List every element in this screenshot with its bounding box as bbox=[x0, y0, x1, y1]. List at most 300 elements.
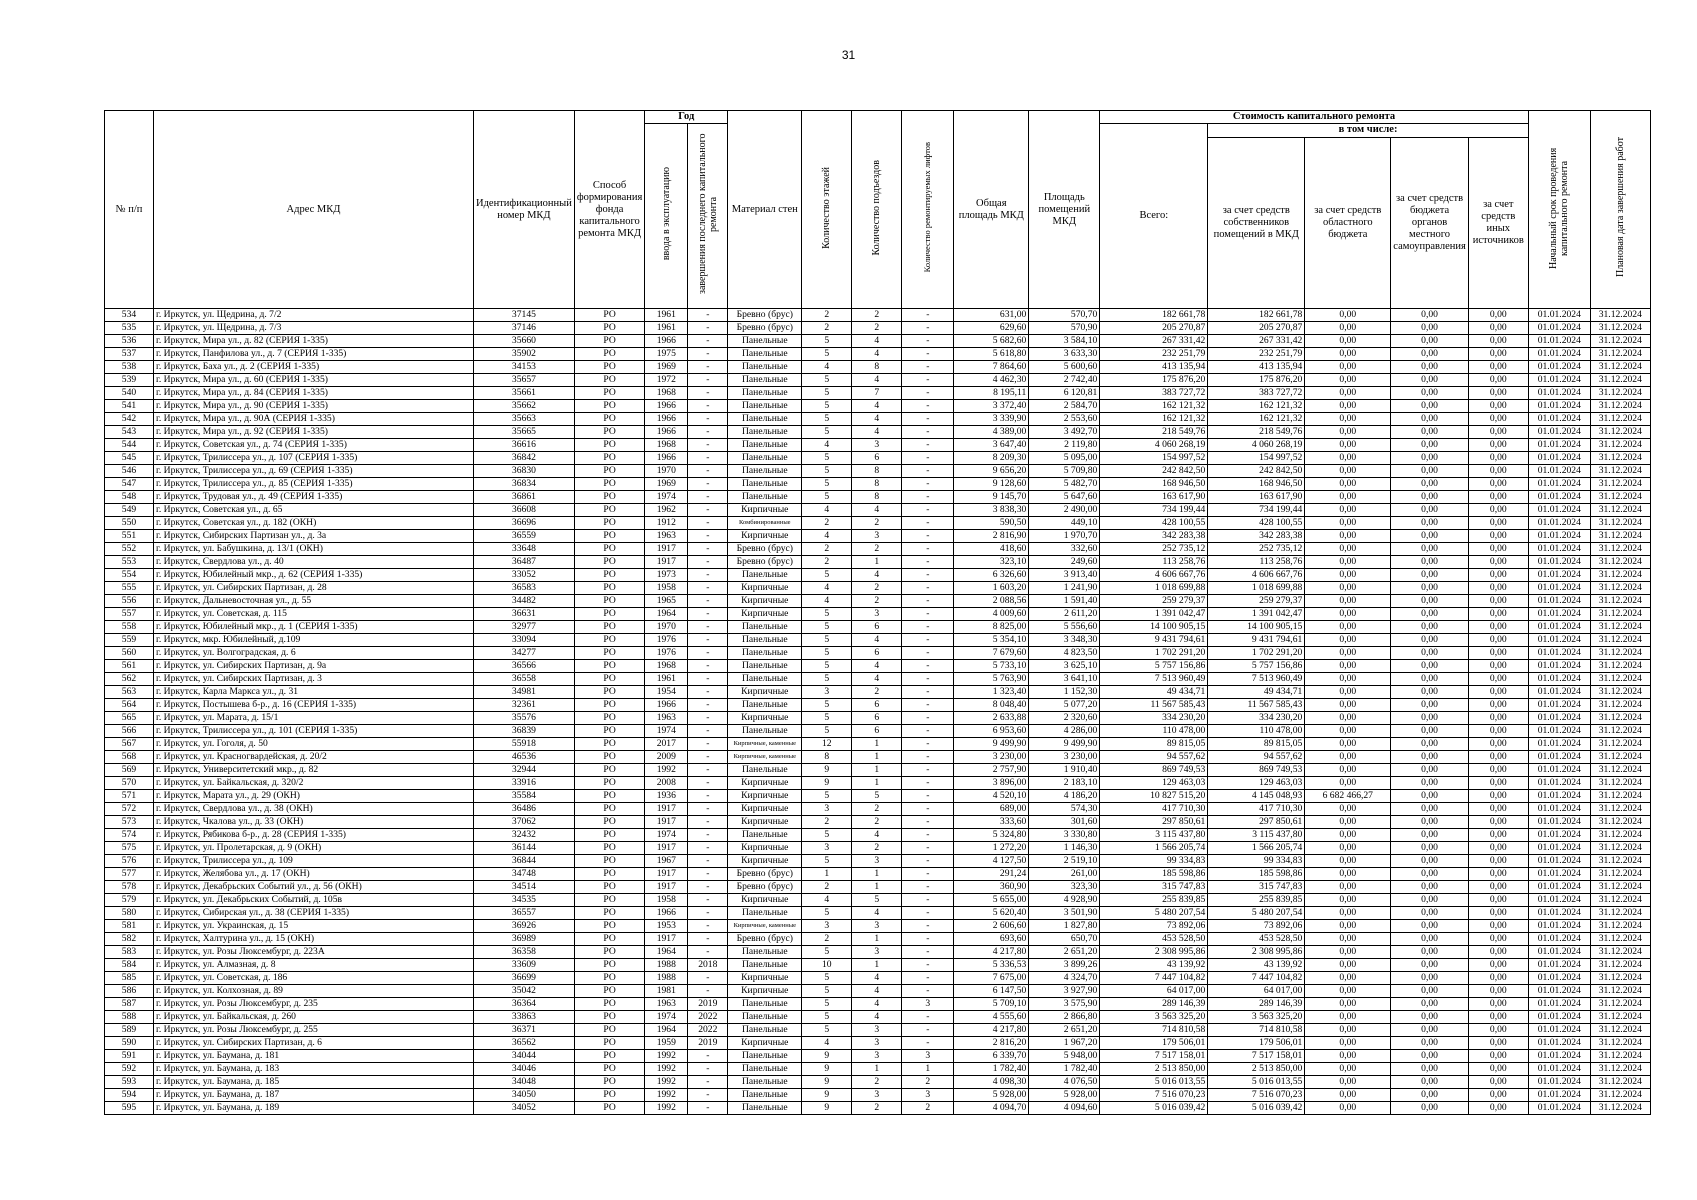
cell-fund-method: РО bbox=[574, 790, 644, 803]
cell-cost-other: 0,00 bbox=[1468, 504, 1528, 517]
cell-entrances: 4 bbox=[852, 972, 902, 985]
cell-entrances: 6 bbox=[852, 725, 902, 738]
cell-cost-local: 0,00 bbox=[1391, 517, 1469, 530]
cell-cost-owners: 129 463,03 bbox=[1208, 777, 1305, 790]
cell-fund-method: РО bbox=[574, 998, 644, 1011]
cell-premises-area: 1 910,40 bbox=[1029, 764, 1100, 777]
cell-end-date: 31.12.2024 bbox=[1590, 582, 1650, 595]
cell-start-date: 01.01.2024 bbox=[1528, 335, 1590, 348]
cell-lifts: 2 bbox=[902, 1102, 954, 1115]
cell-floors: 12 bbox=[802, 738, 852, 751]
cell-entrances: 5 bbox=[852, 790, 902, 803]
cell-end-date: 31.12.2024 bbox=[1590, 712, 1650, 725]
cell-year-commission: 1917 bbox=[645, 543, 688, 556]
cell-cost-total: 4 060 268,19 bbox=[1100, 439, 1208, 452]
cell-cost-local: 0,00 bbox=[1391, 1063, 1469, 1076]
cell-address: г. Иркутск, Трилиссера ул., д. 101 (СЕРИЯ 1-335) bbox=[154, 725, 474, 738]
cell-year-last-repair: - bbox=[688, 582, 728, 595]
table-row bbox=[105, 946, 1651, 959]
cell-entrances: 8 bbox=[852, 465, 902, 478]
cell-end-date: 31.12.2024 bbox=[1590, 673, 1650, 686]
header-premises-area: Площадь помещений МКД bbox=[1029, 111, 1100, 309]
cell-end-date: 31.12.2024 bbox=[1590, 725, 1650, 738]
cell-lifts: - bbox=[902, 621, 954, 634]
cell-address: г. Иркутск, ул. Баумана, д. 187 bbox=[154, 1089, 474, 1102]
cell-cost-owners: 7 447 104,82 bbox=[1208, 972, 1305, 985]
cell-end-date: 31.12.2024 bbox=[1590, 491, 1650, 504]
cell-end-date: 31.12.2024 bbox=[1590, 439, 1650, 452]
cell-year-commission: 1992 bbox=[645, 1076, 688, 1089]
cell-year-commission: 1975 bbox=[645, 348, 688, 361]
cell-fund-method: РО bbox=[574, 569, 644, 582]
cell-fund-method: РО bbox=[574, 803, 644, 816]
cell-wall-material: Кирпичные bbox=[728, 686, 802, 699]
cell-wall-material: Бревно (брус) bbox=[728, 543, 802, 556]
cell-cost-total: 89 815,05 bbox=[1100, 738, 1208, 751]
cell-lifts: - bbox=[902, 322, 954, 335]
cell-lifts: - bbox=[902, 608, 954, 621]
cell-cost-other: 0,00 bbox=[1468, 556, 1528, 569]
cell-wall-material: Панельные bbox=[728, 647, 802, 660]
cell-mkd-id: 34052 bbox=[474, 1102, 575, 1115]
cell-cost-owners: 4 606 667,76 bbox=[1208, 569, 1305, 582]
cell-cost-regional: 0,00 bbox=[1305, 842, 1391, 855]
cell-year-commission: 1967 bbox=[645, 855, 688, 868]
cell-fund-method: РО bbox=[574, 361, 644, 374]
cell-wall-material: Панельные bbox=[728, 439, 802, 452]
cell-start-date: 01.01.2024 bbox=[1528, 933, 1590, 946]
cell-year-commission: 1958 bbox=[645, 894, 688, 907]
cell-year-commission: 1970 bbox=[645, 621, 688, 634]
cell-cost-owners: 205 270,87 bbox=[1208, 322, 1305, 335]
cell-floors: 5 bbox=[802, 725, 852, 738]
cell-cost-regional: 0,00 bbox=[1305, 829, 1391, 842]
cell-floors: 5 bbox=[802, 946, 852, 959]
cell-premises-area: 3 625,10 bbox=[1029, 660, 1100, 673]
cell-wall-material: Панельные bbox=[728, 621, 802, 634]
cell-entrances: 2 bbox=[852, 686, 902, 699]
cell-cost-other: 0,00 bbox=[1468, 517, 1528, 530]
cell-year-commission: 1965 bbox=[645, 595, 688, 608]
cell-year-last-repair: 2018 bbox=[688, 959, 728, 972]
table-header bbox=[105, 111, 1651, 309]
cell-mkd-id: 35042 bbox=[474, 985, 575, 998]
cell-fund-method: РО bbox=[574, 439, 644, 452]
cell-cost-owners: 113 258,76 bbox=[1208, 556, 1305, 569]
cell-address: г. Иркутск, ул. Красногвардейская, д. 20/2 bbox=[154, 751, 474, 764]
cell-cost-regional: 0,00 bbox=[1305, 985, 1391, 998]
cell-entrances: 3 bbox=[852, 1050, 902, 1063]
cell-row-num: 590 bbox=[105, 1037, 154, 1050]
table-row bbox=[105, 1063, 1651, 1076]
cell-total-area: 5 733,10 bbox=[954, 660, 1029, 673]
cell-start-date: 01.01.2024 bbox=[1528, 1011, 1590, 1024]
table-row bbox=[105, 426, 1651, 439]
cell-end-date: 31.12.2024 bbox=[1590, 322, 1650, 335]
cell-premises-area: 332,60 bbox=[1029, 543, 1100, 556]
table-row bbox=[105, 335, 1651, 348]
cell-row-num: 570 bbox=[105, 777, 154, 790]
cell-total-area: 2 088,56 bbox=[954, 595, 1029, 608]
cell-lifts: - bbox=[902, 504, 954, 517]
cell-cost-local: 0,00 bbox=[1391, 465, 1469, 478]
cell-start-date: 01.01.2024 bbox=[1528, 322, 1590, 335]
cell-row-num: 553 bbox=[105, 556, 154, 569]
cell-premises-area: 3 230,00 bbox=[1029, 751, 1100, 764]
cell-cost-owners: 110 478,00 bbox=[1208, 725, 1305, 738]
cell-start-date: 01.01.2024 bbox=[1528, 699, 1590, 712]
cell-end-date: 31.12.2024 bbox=[1590, 959, 1650, 972]
cell-cost-local: 0,00 bbox=[1391, 959, 1469, 972]
cell-floors: 4 bbox=[802, 361, 852, 374]
cell-wall-material: Панельные bbox=[728, 569, 802, 582]
cell-wall-material: Панельные bbox=[728, 465, 802, 478]
cell-premises-area: 5 482,70 bbox=[1029, 478, 1100, 491]
cell-cost-regional: 0,00 bbox=[1305, 309, 1391, 322]
cell-end-date: 31.12.2024 bbox=[1590, 387, 1650, 400]
cell-cost-regional: 0,00 bbox=[1305, 712, 1391, 725]
cell-premises-area: 5 077,20 bbox=[1029, 699, 1100, 712]
cell-year-last-repair: 2022 bbox=[688, 1024, 728, 1037]
cell-address: г. Иркутск, Постышева б-р., д. 16 (СЕРИЯ 1-335) bbox=[154, 699, 474, 712]
cell-year-commission: 1973 bbox=[645, 569, 688, 582]
cell-entrances: 3 bbox=[852, 530, 902, 543]
cell-year-last-repair: - bbox=[688, 569, 728, 582]
cell-cost-other: 0,00 bbox=[1468, 673, 1528, 686]
cell-floors: 2 bbox=[802, 309, 852, 322]
cell-cost-owners: 7 516 070,23 bbox=[1208, 1089, 1305, 1102]
cell-year-commission: 1963 bbox=[645, 530, 688, 543]
cell-year-last-repair: 2019 bbox=[688, 998, 728, 1011]
cell-entrances: 3 bbox=[852, 1089, 902, 1102]
cell-year-last-repair: 2022 bbox=[688, 1011, 728, 1024]
cell-cost-owners: 259 279,37 bbox=[1208, 595, 1305, 608]
cell-wall-material: Кирпичные bbox=[728, 530, 802, 543]
cell-total-area: 631,00 bbox=[954, 309, 1029, 322]
cell-cost-regional: 0,00 bbox=[1305, 699, 1391, 712]
cell-year-commission: 1992 bbox=[645, 1063, 688, 1076]
cell-cost-total: 129 463,03 bbox=[1100, 777, 1208, 790]
cell-cost-other: 0,00 bbox=[1468, 621, 1528, 634]
cell-address: г. Иркутск, ул. Баумана, д. 183 bbox=[154, 1063, 474, 1076]
table-row bbox=[105, 998, 1651, 1011]
cell-end-date: 31.12.2024 bbox=[1590, 478, 1650, 491]
cell-cost-total: 14 100 905,15 bbox=[1100, 621, 1208, 634]
cell-cost-total: 297 850,61 bbox=[1100, 816, 1208, 829]
cell-fund-method: РО bbox=[574, 543, 644, 556]
cell-year-commission: 1981 bbox=[645, 985, 688, 998]
cell-address: г. Иркутск, ул. Колхозная, д. 89 bbox=[154, 985, 474, 998]
cell-row-num: 547 bbox=[105, 478, 154, 491]
cell-total-area: 4 555,60 bbox=[954, 1011, 1029, 1024]
cell-floors: 2 bbox=[802, 322, 852, 335]
cell-wall-material: Кирпичные bbox=[728, 803, 802, 816]
cell-total-area: 1 323,40 bbox=[954, 686, 1029, 699]
cell-cost-regional: 0,00 bbox=[1305, 855, 1391, 868]
cell-mkd-id: 36608 bbox=[474, 504, 575, 517]
cell-start-date: 01.01.2024 bbox=[1528, 660, 1590, 673]
cell-address: г. Иркутск, Мира ул., д. 92 (СЕРИЯ 1-335) bbox=[154, 426, 474, 439]
cell-wall-material: Панельные bbox=[728, 426, 802, 439]
cell-premises-area: 2 651,20 bbox=[1029, 946, 1100, 959]
cell-cost-total: 43 139,92 bbox=[1100, 959, 1208, 972]
cell-fund-method: РО bbox=[574, 465, 644, 478]
cell-fund-method: РО bbox=[574, 608, 644, 621]
cell-lifts: - bbox=[902, 907, 954, 920]
cell-total-area: 1 272,20 bbox=[954, 842, 1029, 855]
cell-year-commission: 1988 bbox=[645, 959, 688, 972]
cell-row-num: 579 bbox=[105, 894, 154, 907]
cell-total-area: 5 655,00 bbox=[954, 894, 1029, 907]
cell-premises-area: 2 490,00 bbox=[1029, 504, 1100, 517]
table-row bbox=[105, 712, 1651, 725]
cell-row-num: 569 bbox=[105, 764, 154, 777]
cell-entrances: 4 bbox=[852, 907, 902, 920]
cell-wall-material: Панельные bbox=[728, 725, 802, 738]
cell-address: г. Иркутск, ул. Байкальская, д. 320/2 bbox=[154, 777, 474, 790]
cell-fund-method: РО bbox=[574, 738, 644, 751]
cell-year-commission: 1953 bbox=[645, 920, 688, 933]
cell-wall-material: Панельные bbox=[728, 387, 802, 400]
cell-entrances: 2 bbox=[852, 582, 902, 595]
table-row bbox=[105, 621, 1651, 634]
cell-cost-owners: 9 431 794,61 bbox=[1208, 634, 1305, 647]
cell-cost-total: 734 199,44 bbox=[1100, 504, 1208, 517]
cell-cost-owners: 5 016 013,55 bbox=[1208, 1076, 1305, 1089]
cell-end-date: 31.12.2024 bbox=[1590, 946, 1650, 959]
table-row bbox=[105, 1089, 1651, 1102]
cell-cost-other: 0,00 bbox=[1468, 478, 1528, 491]
cell-start-date: 01.01.2024 bbox=[1528, 972, 1590, 985]
cell-entrances: 1 bbox=[852, 738, 902, 751]
cell-row-num: 567 bbox=[105, 738, 154, 751]
cell-year-last-repair: - bbox=[688, 842, 728, 855]
cell-cost-total: 163 617,90 bbox=[1100, 491, 1208, 504]
cell-address: г. Иркутск, Дальневосточная ул., д. 55 bbox=[154, 595, 474, 608]
cell-start-date: 01.01.2024 bbox=[1528, 348, 1590, 361]
cell-total-area: 8 825,00 bbox=[954, 621, 1029, 634]
cell-premises-area: 574,30 bbox=[1029, 803, 1100, 816]
cell-cost-regional: 0,00 bbox=[1305, 1024, 1391, 1037]
cell-address: г. Иркутск, ул. Щедрина, д. 7/2 bbox=[154, 309, 474, 322]
cell-cost-local: 0,00 bbox=[1391, 608, 1469, 621]
cell-premises-area: 1 782,40 bbox=[1029, 1063, 1100, 1076]
cell-fund-method: РО bbox=[574, 621, 644, 634]
cell-mkd-id: 36631 bbox=[474, 608, 575, 621]
cell-entrances: 4 bbox=[852, 634, 902, 647]
cell-wall-material: Панельные bbox=[728, 998, 802, 1011]
cell-year-last-repair: - bbox=[688, 894, 728, 907]
cell-row-num: 588 bbox=[105, 1011, 154, 1024]
cell-fund-method: РО bbox=[574, 582, 644, 595]
cell-entrances: 4 bbox=[852, 504, 902, 517]
cell-floors: 5 bbox=[802, 621, 852, 634]
cell-floors: 3 bbox=[802, 920, 852, 933]
cell-lifts: - bbox=[902, 1024, 954, 1037]
cell-row-num: 589 bbox=[105, 1024, 154, 1037]
cell-end-date: 31.12.2024 bbox=[1590, 569, 1650, 582]
cell-year-last-repair: - bbox=[688, 1076, 728, 1089]
cell-cost-local: 0,00 bbox=[1391, 322, 1469, 335]
cell-address: г. Иркутск, Мира ул., д. 90А (СЕРИЯ 1-335) bbox=[154, 413, 474, 426]
cell-mkd-id: 36583 bbox=[474, 582, 575, 595]
cell-end-date: 31.12.2024 bbox=[1590, 361, 1650, 374]
cell-row-num: 573 bbox=[105, 816, 154, 829]
cell-wall-material: Комбинированные bbox=[728, 517, 802, 530]
cell-cost-other: 0,00 bbox=[1468, 1050, 1528, 1063]
cell-wall-material: Панельные bbox=[728, 348, 802, 361]
cell-end-date: 31.12.2024 bbox=[1590, 660, 1650, 673]
cell-premises-area: 570,70 bbox=[1029, 309, 1100, 322]
cell-start-date: 01.01.2024 bbox=[1528, 790, 1590, 803]
cell-cost-other: 0,00 bbox=[1468, 894, 1528, 907]
cell-address: г. Иркутск, Мира ул., д. 90 (СЕРИЯ 1-335) bbox=[154, 400, 474, 413]
header-address: Адрес МКД bbox=[154, 111, 474, 309]
cell-row-num: 558 bbox=[105, 621, 154, 634]
cell-cost-total: 417 710,30 bbox=[1100, 803, 1208, 816]
cell-entrances: 4 bbox=[852, 660, 902, 673]
cell-cost-total: 162 121,32 bbox=[1100, 400, 1208, 413]
cell-row-num: 575 bbox=[105, 842, 154, 855]
cell-year-commission: 2008 bbox=[645, 777, 688, 790]
cell-cost-other: 0,00 bbox=[1468, 959, 1528, 972]
cell-row-num: 549 bbox=[105, 504, 154, 517]
cell-year-last-repair: - bbox=[688, 855, 728, 868]
cell-cost-owners: 5 016 039,42 bbox=[1208, 1102, 1305, 1115]
cell-premises-area: 3 575,90 bbox=[1029, 998, 1100, 1011]
cell-start-date: 01.01.2024 bbox=[1528, 595, 1590, 608]
cell-start-date: 01.01.2024 bbox=[1528, 920, 1590, 933]
cell-cost-total: 232 251,79 bbox=[1100, 348, 1208, 361]
table-row bbox=[105, 530, 1651, 543]
cell-year-last-repair: - bbox=[688, 387, 728, 400]
cell-end-date: 31.12.2024 bbox=[1590, 933, 1650, 946]
cell-total-area: 9 499,90 bbox=[954, 738, 1029, 751]
cell-end-date: 31.12.2024 bbox=[1590, 634, 1650, 647]
cell-year-last-repair: - bbox=[688, 985, 728, 998]
cell-fund-method: РО bbox=[574, 647, 644, 660]
cell-year-commission: 1917 bbox=[645, 933, 688, 946]
cell-wall-material: Панельные bbox=[728, 1024, 802, 1037]
cell-cost-other: 0,00 bbox=[1468, 998, 1528, 1011]
cell-cost-other: 0,00 bbox=[1468, 348, 1528, 361]
cell-lifts: - bbox=[902, 686, 954, 699]
cell-address: г. Иркутск, ул. Пролетарская, д. 9 (ОКН) bbox=[154, 842, 474, 855]
cell-start-date: 01.01.2024 bbox=[1528, 764, 1590, 777]
cell-start-date: 01.01.2024 bbox=[1528, 569, 1590, 582]
cell-total-area: 9 656,20 bbox=[954, 465, 1029, 478]
cell-mkd-id: 36557 bbox=[474, 907, 575, 920]
cell-entrances: 4 bbox=[852, 673, 902, 686]
cell-year-last-repair: - bbox=[688, 608, 728, 621]
cell-row-num: 580 bbox=[105, 907, 154, 920]
table-row bbox=[105, 829, 1651, 842]
cell-cost-local: 0,00 bbox=[1391, 647, 1469, 660]
cell-start-date: 01.01.2024 bbox=[1528, 608, 1590, 621]
cell-address: г. Иркутск, Карла Маркса ул., д. 31 bbox=[154, 686, 474, 699]
cell-year-commission: 1958 bbox=[645, 582, 688, 595]
cell-premises-area: 2 320,60 bbox=[1029, 712, 1100, 725]
cell-total-area: 5 618,80 bbox=[954, 348, 1029, 361]
cell-total-area: 4 217,80 bbox=[954, 946, 1029, 959]
cell-fund-method: РО bbox=[574, 1076, 644, 1089]
cell-lifts: - bbox=[902, 400, 954, 413]
cell-entrances: 3 bbox=[852, 946, 902, 959]
cell-premises-area: 4 286,00 bbox=[1029, 725, 1100, 738]
cell-mkd-id: 35660 bbox=[474, 335, 575, 348]
cell-premises-area: 5 928,00 bbox=[1029, 1089, 1100, 1102]
header-local: за счет средств бюджета органов местного самоуправления bbox=[1391, 137, 1469, 308]
cell-cost-other: 0,00 bbox=[1468, 855, 1528, 868]
cell-cost-owners: 1 702 291,20 bbox=[1208, 647, 1305, 660]
cell-row-num: 534 bbox=[105, 309, 154, 322]
cell-cost-regional: 0,00 bbox=[1305, 569, 1391, 582]
cell-year-last-repair: - bbox=[688, 712, 728, 725]
cell-row-num: 551 bbox=[105, 530, 154, 543]
cell-cost-local: 0,00 bbox=[1391, 738, 1469, 751]
cell-cost-owners: 163 617,90 bbox=[1208, 491, 1305, 504]
header-total-area: Общая площадь МКД bbox=[954, 111, 1029, 309]
cell-wall-material: Панельные bbox=[728, 400, 802, 413]
cell-start-date: 01.01.2024 bbox=[1528, 374, 1590, 387]
cell-entrances: 1 bbox=[852, 881, 902, 894]
cell-cost-total: 10 827 515,20 bbox=[1100, 790, 1208, 803]
cell-cost-total: 255 839,85 bbox=[1100, 894, 1208, 907]
cell-address: г. Иркутск, Рябикова б-р., д. 28 (СЕРИЯ 1-335) bbox=[154, 829, 474, 842]
cell-end-date: 31.12.2024 bbox=[1590, 374, 1650, 387]
cell-year-last-repair: - bbox=[688, 543, 728, 556]
cell-cost-owners: 2 513 850,00 bbox=[1208, 1063, 1305, 1076]
cell-mkd-id: 36371 bbox=[474, 1024, 575, 1037]
cell-year-commission: 1972 bbox=[645, 374, 688, 387]
cell-total-area: 3 230,00 bbox=[954, 751, 1029, 764]
cell-end-date: 31.12.2024 bbox=[1590, 920, 1650, 933]
cell-cost-total: 869 749,53 bbox=[1100, 764, 1208, 777]
cell-cost-regional: 0,00 bbox=[1305, 452, 1391, 465]
cell-total-area: 7 675,00 bbox=[954, 972, 1029, 985]
cell-premises-area: 1 152,30 bbox=[1029, 686, 1100, 699]
cell-cost-other: 0,00 bbox=[1468, 322, 1528, 335]
cell-mkd-id: 36566 bbox=[474, 660, 575, 673]
table-row bbox=[105, 309, 1651, 322]
cell-total-area: 693,60 bbox=[954, 933, 1029, 946]
table-row bbox=[105, 608, 1651, 621]
cell-end-date: 31.12.2024 bbox=[1590, 686, 1650, 699]
cell-wall-material: Панельные bbox=[728, 413, 802, 426]
cell-fund-method: РО bbox=[574, 673, 644, 686]
cell-cost-regional: 0,00 bbox=[1305, 959, 1391, 972]
table-row bbox=[105, 1024, 1651, 1037]
header-year-group: Год bbox=[645, 111, 728, 124]
cell-premises-area: 2 119,80 bbox=[1029, 439, 1100, 452]
cell-address: г. Иркутск, ул. Щедрина, д. 7/3 bbox=[154, 322, 474, 335]
cell-address: г. Иркутск, Мира ул., д. 84 (СЕРИЯ 1-335) bbox=[154, 387, 474, 400]
cell-floors: 5 bbox=[802, 374, 852, 387]
header-other: за счет средств иных источников bbox=[1468, 137, 1528, 308]
cell-premises-area: 449,10 bbox=[1029, 517, 1100, 530]
cell-cost-owners: 2 308 995,86 bbox=[1208, 946, 1305, 959]
cell-wall-material: Бревно (брус) bbox=[728, 881, 802, 894]
cell-total-area: 5 324,80 bbox=[954, 829, 1029, 842]
cell-total-area: 4 389,00 bbox=[954, 426, 1029, 439]
cell-cost-regional: 0,00 bbox=[1305, 972, 1391, 985]
cell-lifts: - bbox=[902, 712, 954, 725]
cell-entrances: 3 bbox=[852, 1037, 902, 1050]
table-row bbox=[105, 959, 1651, 972]
cell-cost-local: 0,00 bbox=[1391, 426, 1469, 439]
cell-start-date: 01.01.2024 bbox=[1528, 439, 1590, 452]
cell-wall-material: Кирпичные bbox=[728, 972, 802, 985]
